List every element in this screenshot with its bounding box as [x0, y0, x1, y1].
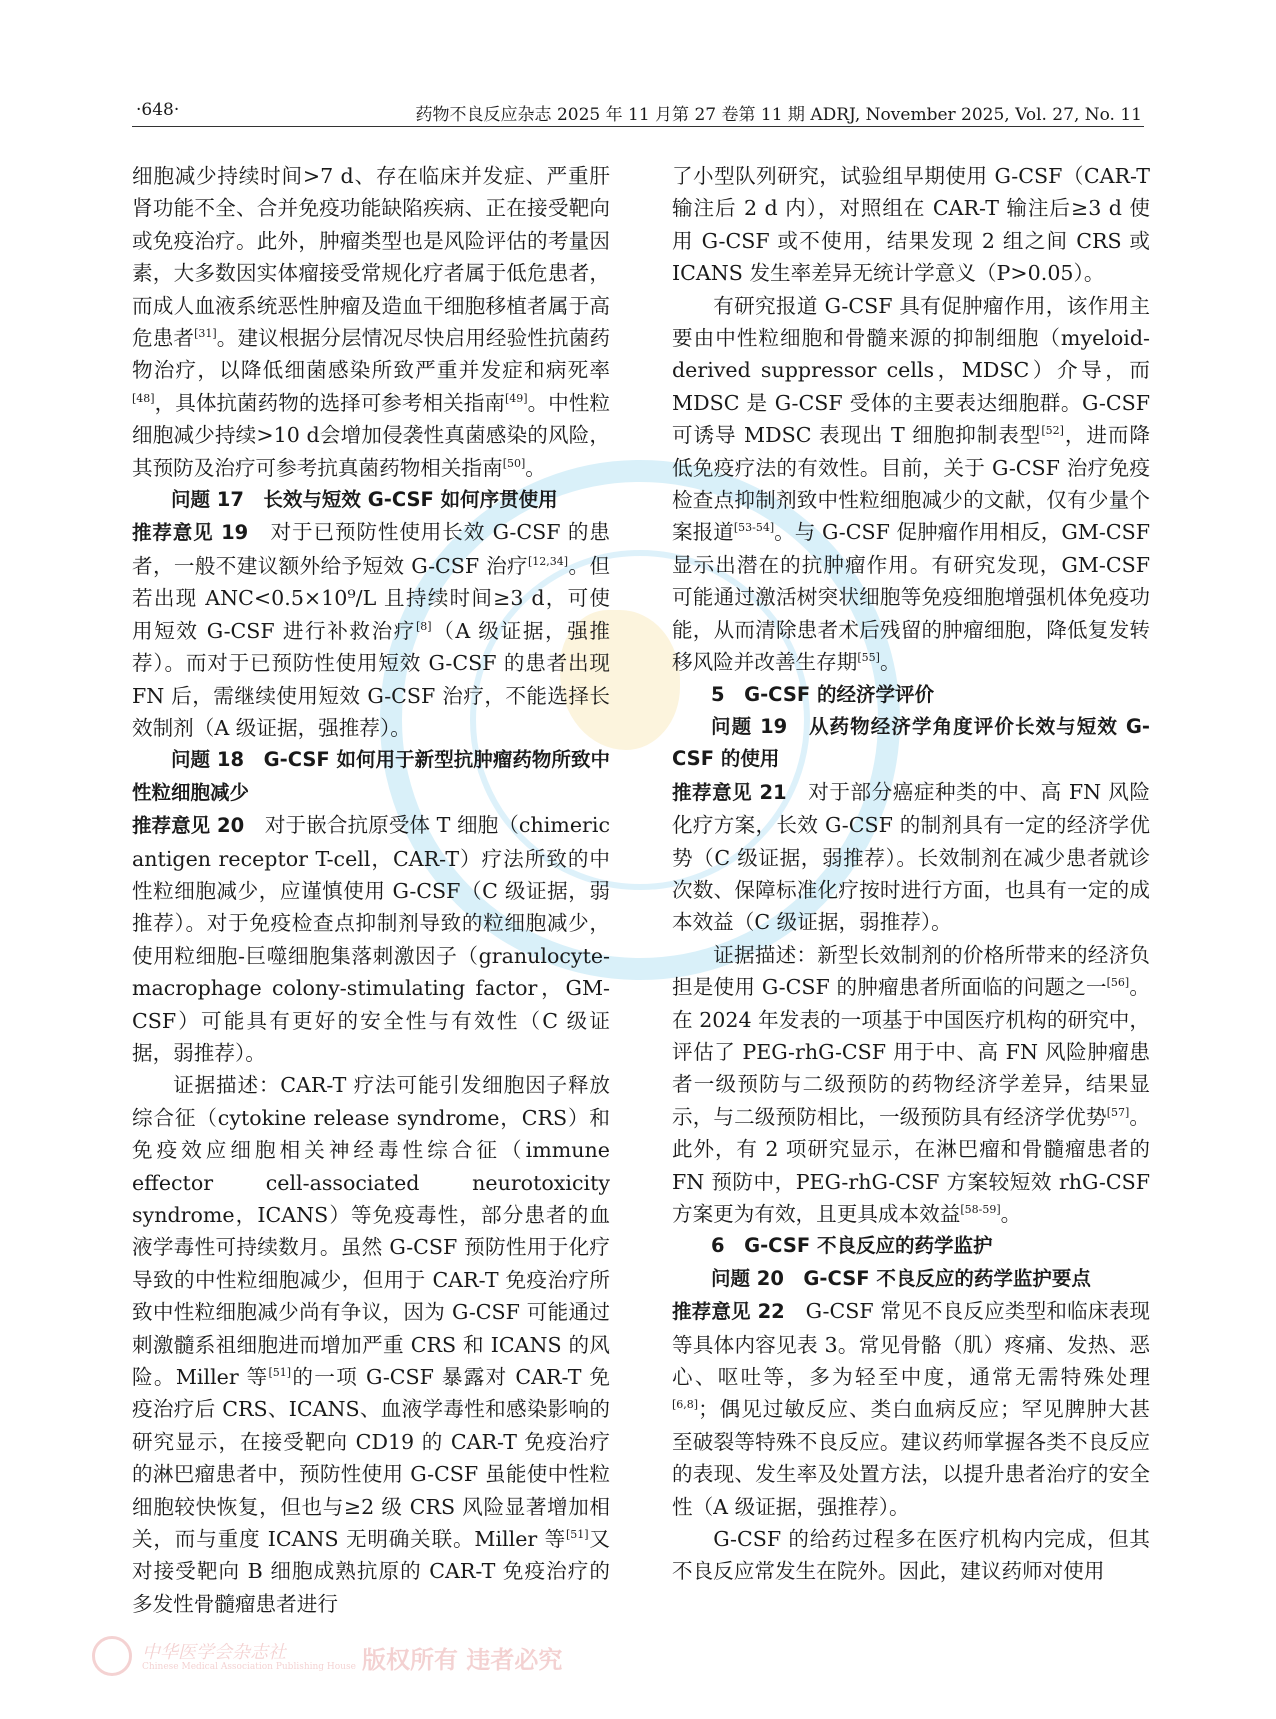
evidence-paragraph: 证据描述：CAR-T 疗法可能引发细胞因子释放综合征（cytokine release syndrome，CRS）和免疫效应细胞相关神经毒性综合征（immune effector cell-associated neurotoxicity syndrome，ICANS）等免疫毒性，部分患者的血液学毒性可持续数月。虽然 G-CSF 预防性用于化疗导致的中性粒细胞减少，但用于 CAR-T 免疫治疗所致中性粒细胞减少尚有争议，因为 G-CSF 可能通过刺激髓系祖细胞进而增加严重 CRS 和 ICANS 的风险。Miller 等[51]的一项 G-CSF 暴露对 CAR-T 免疫治疗后 CRS、ICANS、血液学毒性和感染影响的研究显示，在接受靶向 CD19 的 CAR-T 免疫治疗的淋巴瘤患者中，预防性使用 G-CSF 虽能使中性粒细胞较快恢复，但也与≥2 级 CRS 风险显著增加相关，而与重度 ICANS 无明确关联。Miller 等[51]又对接受靶向 B 细胞成熟抗原的 CAR-T 免疫治疗的多发性骨髓瘤患者进行 [132, 1073, 611, 1616]
recommendation-19: 推荐意见 19 对于已预防性使用长效 G-CSF 的患者，一般不建议额外给予短效 G-CSF 治疗[12,34]。但若出现 ANC<0.5×10⁹/L 且持续时间≥3 d，可使用短效 G-CSF 进行补救治疗[8]（A 级证据，强推荐）。而对于已预防性使用短效 G-CSF 的患者出现 FN 后，需继续使用短效 G-CSF 治疗，不能选择长效制剂（A 级证据，强推荐）。 [132, 520, 610, 740]
recommendation-20: 推荐意见 20 对于嵌合抗原受体 T 细胞（chimeric antigen receptor T-cell，CAR-T）疗法所致的中性粒细胞减少，应谨慎使用 G-CSF（C 级证据，弱推荐）。对于免疫检查点抑制剂导致的粒细胞减少，使用粒细胞-巨噬细胞集落刺激因子（granulocyte-macrophage colony-stimulating factor，GM-CSF）可能具有更好的安全性与有效性（C 级证据，弱推荐）。 [132, 813, 610, 1065]
copyright-notice: 版权所有 违者必究 [362, 1645, 563, 1674]
section-5-heading: 5 G-CSF 的经济学评价 [711, 682, 934, 706]
section-6-heading: 6 G-CSF 不良反应的药学监护 [711, 1234, 993, 1258]
paragraph: 有研究报道 G-CSF 具有促肿瘤作用，该作用主要由中性粒细胞和骨髓来源的抑制细胞（myeloid-derived suppressor cells，MDSC）介导，而 MDSC 是 G-CSF 受体的主要表达细胞群。G-CSF 可诱导 MDSC 表现出 T 细胞抑制表型[52]，进而降低免疫疗法的有效性。目前，关于 G-CSF 治疗免疫检查点抑制剂致中性粒细胞减少的文献，仅有少量个案报道[53-54]。与 G-CSF 促肿瘤作用相反，GM-CSF 显示出潜在的抗肿瘤作用。有研究发现，GM-CSF 可能通过激活树突状细胞等免疫细胞增强机体免疫功能，从而清除患者术后残留的肿瘤细胞，降低复发转移风险并改善生存期[55]。 [672, 293, 1151, 675]
evidence-paragraph: 证据描述：新型长效制剂的价格所带来的经济负担是使用 G-CSF 的肿瘤患者所面临的问题之一[56]。在 2024 年发表的一项基于中国医疗机构的研究中，评估了 PEG-rhG-CSF 用于中、高 FN 风险肿瘤患者一级预防与二级预防的药物经济学差异，结果显示，与二级预防相比，一级预防具有经济学优势[57]。此外，有 2 项研究显示，在淋巴瘤和骨髓瘤患者的 FN 预防中，PEG-rhG-CSF 方案较短效 rhG-CSF 方案更为有效，且更具成本效益[58-59]。 [672, 942, 1151, 1226]
paragraph: 了小型队列研究，试验组早期使用 G-CSF（CAR-T 输注后 2 d 内），对照组在 CAR-T 输注后≥3 d 使用 G-CSF 或不使用，结果发现 2 组之间 CRS 或 ICANS 发生率差异无统计学意义（P>0.05）。 [672, 164, 1150, 286]
journal-citation: 药物不良反应杂志 2025 年 11 月第 27 卷第 11 期 ADRJ, November 2025, Vol. 27, No. 11 [415, 105, 1142, 125]
recommendation-22: 推荐意见 22 G-CSF 常见不良反应类型和临床表现等具体内容见表 3。常见骨骼（肌）疼痛、发热、恶心、呕吐等，多为轻至中度，通常无需特殊处理[6,8]；偶见过敏反应、类白血病反应；罕见脾肿大甚至破裂等特殊不良反应。建议药师掌握各类不良反应的表现、发生率及处置方法，以提升患者治疗的安全性（A 级证据，强推荐）。 [672, 1299, 1150, 1519]
paragraph: G-CSF 的给药过程多在医疗机构内完成，但其不良反应常发生在院外。因此，建议药师对使用 [672, 1527, 1150, 1584]
running-header [132, 94, 1144, 127]
page-number: ·648· [136, 100, 180, 120]
recommendation-21: 推荐意见 21 对于部分癌症种类的中、高 FN 风险化疗方案，长效 G-CSF 的制剂具有一定的经济学优势（C 级证据，弱推荐）。长效制剂在减少患者就诊次数、保障标准化疗按时进行方面，也具有一定的成本效益（C 级证据，弱推荐）。 [672, 779, 1150, 935]
publisher-name: 中华医学会杂志社 [142, 1642, 286, 1663]
question-17-heading: 问题 17 长效与短效 G-CSF 如何序贯使用 [171, 488, 558, 512]
question-18-heading: 问题 18 G-CSF 如何用于新型抗肿瘤药物所致中性粒细胞减少 [132, 748, 610, 804]
question-19-heading: 问题 19 从药物经济学角度评价长效与短效 G-CSF 的使用 [672, 714, 1150, 771]
question-20-heading: 问题 20 G-CSF 不良反应的药学监护要点 [711, 1266, 1091, 1290]
publisher-subtitle: Chinese Medical Association Publishing House [142, 1662, 356, 1672]
publisher-logo-icon [92, 1636, 132, 1676]
paragraph: 细胞减少持续时间>7 d、存在临床并发症、严重肝肾功能不全、合并免疫功能缺陷疾病、正在接受靶向或免疫治疗。此外，肿瘤类型也是风险评估的考量因素，大多数因实体瘤接受常规化疗者属于低危患者，而成人血液系统恶性肿瘤及造血干细胞移植者属于高危患者[31]。建议根据分层情况尽快启用经验性抗菌药物治疗，以降低细菌感染所致严重并发症和病死率[48]，具体抗菌药物的选择可参考相关指南[49]。中性粒细胞减少持续>10 d会增加侵袭性真菌感染的风险，其预防及治疗可参考抗真菌药物相关指南[50]。 [132, 164, 611, 480]
right-column [672, 160, 1150, 1588]
left-column [132, 160, 610, 1620]
